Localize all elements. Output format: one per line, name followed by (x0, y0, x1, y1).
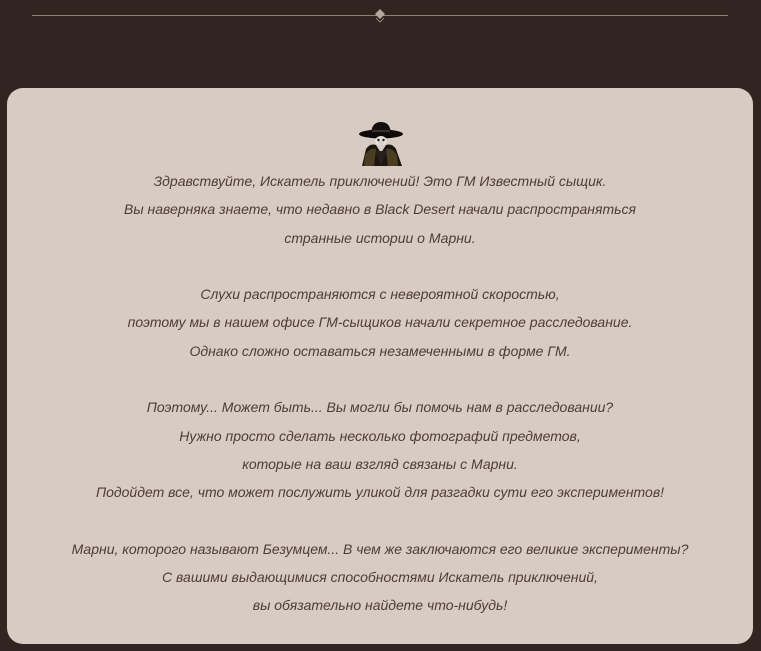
description-paragraph (7, 280, 753, 365)
description-line: странные истории о Марни. (284, 229, 476, 246)
description-paragraph (7, 393, 753, 506)
description-line: Вы наверняка знаете, что недавно в Black Desert начали распространяться (124, 201, 636, 218)
description-line: Слухи распространяются с невероятной скоростью, (200, 286, 560, 303)
description-line: Здравствуйте, Искатель приключений! Это ГМ Известный сыщик. (153, 173, 607, 189)
description-line: поэтому мы в нашем офисе ГМ-сыщиков начали секретное расследование. (127, 314, 633, 331)
description-paragraph (7, 535, 753, 620)
section-divider (32, 8, 728, 24)
description-line: Нужно просто сделать несколько фотографий предметов, (179, 427, 581, 444)
description-line: Однако сложно оставаться незамеченными в форме ГМ. (189, 342, 571, 359)
diamond-icon (374, 8, 386, 24)
description-line: Марни, которого называют Безумцем... В чем же заключаются его великие эксперименты? (71, 540, 689, 557)
description-line: Поэтому... Может быть... Вы могли бы помочь нам в расследовании? (146, 399, 614, 416)
description-line: С вашими выдающимися способностями Искатель приключений, (162, 569, 598, 586)
description-line: которые на ваш взгляд связаны с Марни. (242, 455, 518, 472)
description-paragraph (7, 167, 753, 252)
plague-doctor-character (356, 121, 406, 166)
description-line: Подойдет все, что может послужить уликой для разгадки сути его экспериментов! (95, 484, 665, 501)
description-line: вы обязательно найдете что-нибудь! (252, 597, 508, 614)
event-description-text (7, 167, 753, 620)
event-description-card (7, 88, 753, 644)
